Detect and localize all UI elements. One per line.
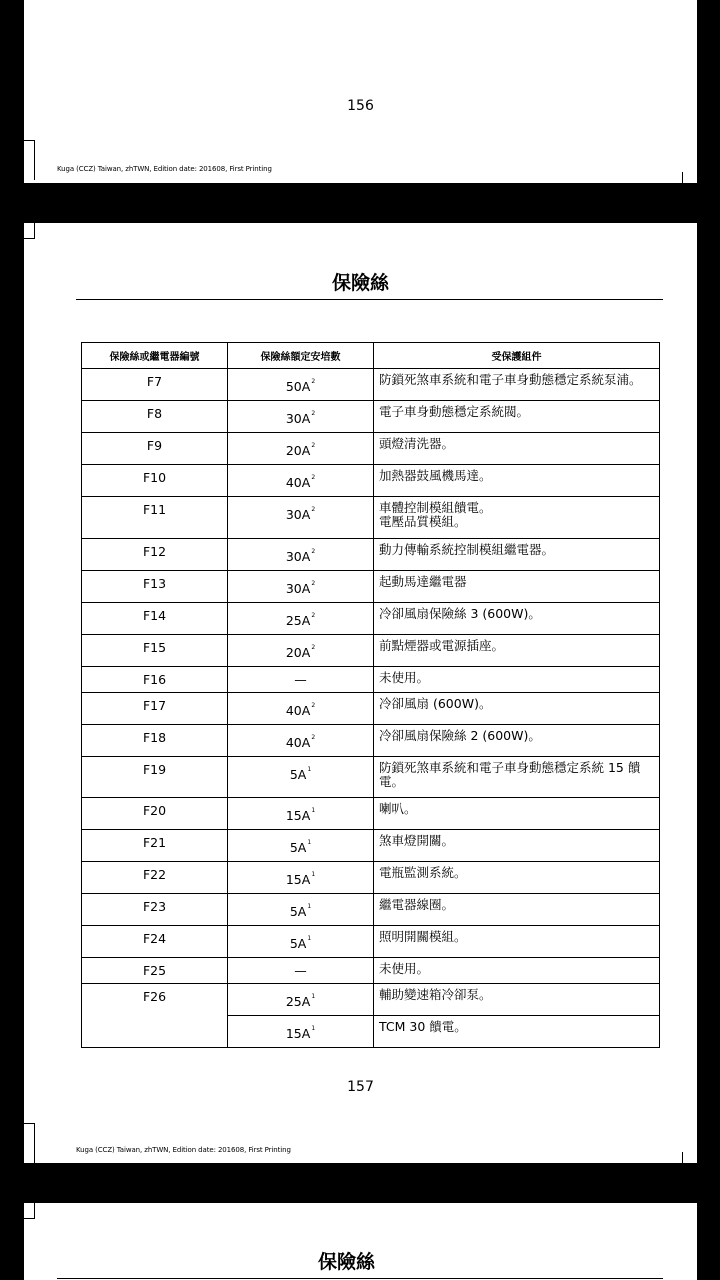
amp-rating: $50A^2$ (228, 369, 374, 401)
crop-mark (34, 1203, 35, 1219)
amp-rating: $15A^1$ (228, 1016, 374, 1048)
fuse-number: F13 (82, 571, 228, 603)
amp-rating: — (228, 958, 374, 984)
protected-component: 起動馬達繼電器 (374, 571, 660, 603)
current-page (24, 223, 697, 1163)
protected-component: 車體控制模組饋電。 電壓品質模組。 (374, 497, 660, 539)
protected-component: 繼電器線圈。 (374, 894, 660, 926)
fuse-number: F16 (82, 667, 228, 693)
header-amp-rating: 保險絲額定安培數 (228, 343, 374, 369)
footnote-mark: 2 (311, 378, 316, 385)
header-protected-component: 受保護組件 (374, 343, 660, 369)
footnote-mark: 2 (311, 410, 316, 417)
fuse-number: F7 (82, 369, 228, 401)
footnote-mark: 1 (311, 807, 316, 814)
title-divider (57, 1278, 663, 1279)
fuse-number: F21 (82, 830, 228, 862)
fuse-number: F17 (82, 693, 228, 725)
amp-rating: $30A^2$ (228, 401, 374, 433)
table-row (82, 757, 660, 798)
crop-mark (682, 172, 683, 183)
footnote-mark: 2 (311, 702, 316, 709)
table-row (82, 539, 660, 571)
protected-component: 防鎖死煞車系統和電子車身動態穩定系統 15 饋 電。 (374, 757, 660, 798)
fuse-number: F25 (82, 958, 228, 984)
protected-component: 輔助變速箱冷卻泵。 (374, 984, 660, 1016)
footnote-mark: 2 (311, 734, 316, 741)
table-row (82, 465, 660, 497)
fuse-number: F8 (82, 401, 228, 433)
fuse-number: F26 (82, 984, 228, 1048)
amp-rating: $5A^1$ (228, 894, 374, 926)
fuse-number: F9 (82, 433, 228, 465)
table-row (82, 894, 660, 926)
amp-rating: — (228, 667, 374, 693)
fuse-number: F24 (82, 926, 228, 958)
table-row (82, 693, 660, 725)
amp-rating: $40A^2$ (228, 465, 374, 497)
footnote-mark: 1 (307, 766, 312, 773)
table-row (82, 798, 660, 830)
footnote-mark: 2 (311, 644, 316, 651)
amp-rating: $30A^2$ (228, 571, 374, 603)
footnote-mark: 2 (311, 442, 316, 449)
protected-component: 未使用。 (374, 667, 660, 693)
footnote-mark: 1 (307, 839, 312, 846)
amp-rating: $40A^2$ (228, 725, 374, 757)
amp-rating: $5A^1$ (228, 757, 374, 798)
fuse-number: F19 (82, 757, 228, 798)
page-number: 157 (347, 1079, 374, 1095)
footnote-mark: 2 (311, 474, 316, 481)
section-title: 保險絲 (317, 1251, 375, 1273)
protected-component: 電子車身動態穩定系統閥。 (374, 401, 660, 433)
footnote-mark: 1 (311, 1025, 316, 1032)
footnote-mark: 2 (311, 548, 316, 555)
protected-component: TCM 30 饋電。 (374, 1016, 660, 1048)
amp-rating: $25A^2$ (228, 603, 374, 635)
protected-component: 動力傳輸系統控制模組繼電器。 (374, 539, 660, 571)
fuse-number: F23 (82, 894, 228, 926)
footnote-mark: 1 (307, 935, 312, 942)
amp-rating: $30A^2$ (228, 497, 374, 539)
footnote-mark: 1 (311, 993, 316, 1000)
table-row (82, 603, 660, 635)
amp-rating: $30A^2$ (228, 539, 374, 571)
protected-component: 喇叭。 (374, 798, 660, 830)
amp-rating: $40A^2$ (228, 693, 374, 725)
crop-mark (682, 1152, 683, 1163)
table-row (82, 401, 660, 433)
amp-rating: $5A^1$ (228, 926, 374, 958)
table-row (82, 497, 660, 539)
protected-component: 未使用。 (374, 958, 660, 984)
crop-mark (24, 140, 35, 141)
page-footer: Kuga (CCZ) Taiwan, zhTWN, Edition date: 201608, First Printing (57, 165, 272, 173)
fuse-number: F18 (82, 725, 228, 757)
table-row (82, 725, 660, 757)
fuse-number: F20 (82, 798, 228, 830)
previous-page (24, 0, 697, 183)
footnote-mark: 1 (307, 903, 312, 910)
fuse-number: F11 (82, 497, 228, 539)
protected-component: 前點煙器或電源插座。 (374, 635, 660, 667)
table-row (82, 433, 660, 465)
amp-rating: $15A^1$ (228, 798, 374, 830)
protected-component: 照明開關模組。 (374, 926, 660, 958)
fuse-number: F12 (82, 539, 228, 571)
footnote-mark: 1 (311, 871, 316, 878)
protected-component: 頭燈清洗器。 (374, 433, 660, 465)
protected-component: 加熱器鼓風機馬達。 (374, 465, 660, 497)
amp-rating: $20A^2$ (228, 635, 374, 667)
next-page (24, 1203, 697, 1280)
table-header-row (82, 343, 660, 369)
fuse-number: F15 (82, 635, 228, 667)
fuse-number: F22 (82, 862, 228, 894)
crop-mark (34, 1123, 35, 1163)
fuse-table (81, 342, 660, 1048)
fuse-number: F14 (82, 603, 228, 635)
fuse-number: F10 (82, 465, 228, 497)
crop-mark (24, 1123, 35, 1124)
protected-component: 冷卻風扇保險絲 2 (600W)。 (374, 725, 660, 757)
crop-mark (34, 223, 35, 239)
protected-component: 電瓶監測系統。 (374, 862, 660, 894)
amp-rating: $15A^1$ (228, 862, 374, 894)
section-title: 保險絲 (331, 272, 389, 294)
protected-component: 冷卻風扇保險絲 3 (600W)。 (374, 603, 660, 635)
protected-component: 煞車燈開關。 (374, 830, 660, 862)
footnote-mark: 2 (311, 612, 316, 619)
footnote-mark: 2 (311, 580, 316, 587)
amp-rating: $20A^2$ (228, 433, 374, 465)
table-row (82, 830, 660, 862)
protected-component: 冷卻風扇 (600W)。 (374, 693, 660, 725)
header-fuse-number: 保險絲或繼電器編號 (82, 343, 228, 369)
table-row (82, 984, 660, 1016)
table-row (82, 571, 660, 603)
page-footer: Kuga (CCZ) Taiwan, zhTWN, Edition date: 201608, First Printing (76, 1146, 291, 1154)
protected-component: 防鎖死煞車系統和電子車身動態穩定系統泵浦。 (374, 369, 660, 401)
crop-mark (34, 140, 35, 180)
footnote-mark: 2 (311, 506, 316, 513)
page-number: 156 (347, 98, 374, 114)
amp-rating: $5A^1$ (228, 830, 374, 862)
table-row (82, 369, 660, 401)
amp-rating: $25A^1$ (228, 984, 374, 1016)
title-divider (76, 299, 663, 300)
table-row (82, 926, 660, 958)
table-row (82, 958, 660, 984)
table-row (82, 862, 660, 894)
table-row (82, 667, 660, 693)
table-row (82, 635, 660, 667)
